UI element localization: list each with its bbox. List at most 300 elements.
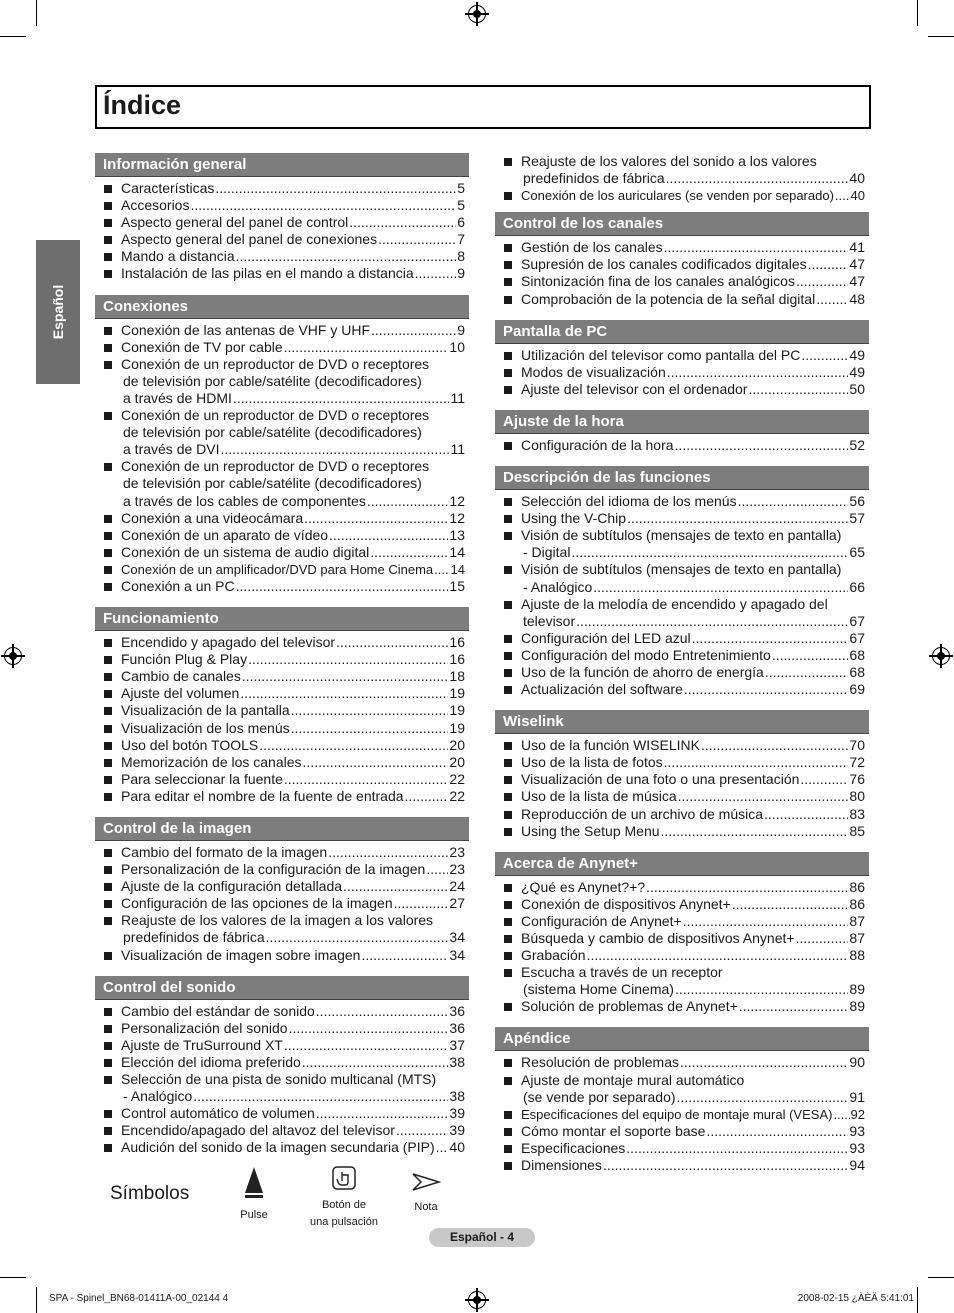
dot-leader <box>739 998 849 1015</box>
toc-entry-title: Instalación de las pilas en el mando a distancia <box>121 265 414 282</box>
dot-leader <box>571 544 848 561</box>
toc-entry-page: 56 <box>849 493 865 510</box>
toc-entry-title: Using the Setup Menu <box>521 822 660 839</box>
toc-entry-title: - Analógico <box>523 578 593 595</box>
toc-entry-title: Conexión a un PC <box>121 577 235 594</box>
toc-entry-page: 68 <box>849 663 865 680</box>
symbols-legend <box>110 1165 470 1235</box>
dot-leader <box>800 771 848 788</box>
toc-item-list <box>495 879 869 1016</box>
toc-entry-page: 41 <box>849 239 865 256</box>
dot-leader <box>303 754 449 771</box>
toc-entry <box>495 561 869 595</box>
one-touch-label-1: Botón de <box>321 1199 367 1211</box>
toc-entry-title: Conexión de un amplificador/DVD para Home Cinema <box>121 561 434 577</box>
toc-section <box>495 852 869 1016</box>
crop-mark <box>0 1277 26 1278</box>
toc-entry-page: 11 <box>450 389 465 406</box>
bullet-icon <box>504 686 512 694</box>
toc-entry-page: 49 <box>849 363 865 380</box>
symbols-title: Símbolos <box>110 1183 190 1204</box>
dot-leader <box>772 647 849 664</box>
toc-entry-page: 9 <box>457 321 465 338</box>
toc-section <box>95 976 469 1157</box>
registration-mark-icon <box>932 647 950 665</box>
toc-entry-title: Visualización de la pantalla <box>121 702 290 719</box>
dot-leader <box>396 1122 448 1139</box>
section-heading: Apéndice <box>495 1027 869 1051</box>
section-heading: Información general <box>95 153 469 177</box>
toc-item-list <box>95 322 469 596</box>
toc-entry-title: Ajuste de TruSurround XT <box>121 1036 283 1053</box>
toc-entry-title: Para editar el nombre de la fuente de entrada <box>121 787 404 804</box>
toc-item-list <box>95 180 469 283</box>
dot-leader <box>266 929 449 946</box>
dot-leader <box>215 180 456 197</box>
toc-entry-page: 23 <box>449 844 465 860</box>
toc-entry-page: 90 <box>849 1054 865 1071</box>
toc-entry <box>95 947 469 964</box>
toc-entry-title: Uso de la lista de fotos <box>521 754 663 771</box>
toc-section <box>95 607 469 805</box>
bullet-icon <box>104 1042 112 1050</box>
toc-item-list <box>495 737 869 840</box>
toc-entry <box>95 231 469 248</box>
toc-entry-title: a través de los cables de componentes <box>123 492 366 509</box>
toc-entry-title: Ajuste del televisor con el ordenador <box>521 380 748 397</box>
toc-entry-page: 20 <box>449 753 465 770</box>
bullet-icon <box>104 185 112 193</box>
toc-entry <box>95 912 469 946</box>
toc-entry-page: 67 <box>849 612 865 629</box>
bullet-icon <box>104 1008 112 1016</box>
toc-entry-title: Cambio del estándar de sonido <box>121 1002 315 1019</box>
dot-leader <box>291 702 449 719</box>
toc-entry <box>495 437 869 454</box>
dot-leader <box>259 737 448 754</box>
bullet-icon <box>504 386 512 394</box>
toc-entry-page: 93 <box>849 1139 865 1156</box>
dot-leader <box>680 1054 848 1071</box>
toc-entry <box>95 1054 469 1071</box>
toc-entry <box>95 737 469 754</box>
toc-entry-title: Accesorios <box>121 197 190 214</box>
toc-entry-title: Ajuste del volumen <box>121 685 240 702</box>
section-heading: Conexiones <box>95 295 469 319</box>
toc-entry <box>95 788 469 805</box>
toc-entry <box>495 1106 869 1123</box>
toc-entry <box>95 561 469 578</box>
toc-entry <box>95 527 469 544</box>
toc-entry-page: 88 <box>849 947 865 964</box>
toc-entry-page: 86 <box>849 878 865 895</box>
bullet-icon <box>104 900 112 908</box>
toc-entry-page: 16 <box>449 651 465 668</box>
toc-entry-page: 40 <box>449 1139 465 1156</box>
bullet-icon <box>104 883 112 891</box>
toc-entry-page: 23 <box>449 861 465 878</box>
toc-entry <box>95 339 469 356</box>
toc-entry-page: 9 <box>457 265 465 282</box>
bullet-icon <box>504 278 512 286</box>
toc-entry <box>495 879 869 896</box>
dot-leader <box>302 1054 449 1071</box>
crop-mark <box>928 1277 954 1278</box>
dot-leader <box>221 441 450 458</box>
toc-entry <box>495 947 869 964</box>
toc-section <box>495 320 869 398</box>
dot-leader <box>664 754 849 771</box>
toc-entry-title: Memorización de los canales <box>121 753 302 770</box>
toc-left-column <box>95 153 469 1169</box>
toc-entry <box>95 197 469 214</box>
toc-entry-title: Características <box>121 180 215 196</box>
toc-entry-page: 47 <box>849 273 865 290</box>
toc-item-list <box>95 844 469 964</box>
dot-leader <box>291 720 449 737</box>
toc-entry-page: 38 <box>449 1088 465 1105</box>
toc-entry-title: a través de DVI <box>123 441 220 458</box>
toc-entry <box>495 630 869 647</box>
toc-entry-page: 10 <box>449 338 465 355</box>
crop-mark <box>928 36 954 37</box>
dot-leader <box>666 170 849 187</box>
toc-entry <box>495 1140 869 1157</box>
toc-entry-text-line: Conexión de un reproductor de DVD o receptores <box>121 458 430 475</box>
toc-entry <box>495 187 869 204</box>
toc-entry-page: 27 <box>449 895 465 912</box>
dot-leader <box>316 1105 449 1122</box>
dot-leader <box>361 947 448 964</box>
dot-leader <box>675 437 849 454</box>
toc-entry <box>95 248 469 265</box>
toc-entry <box>495 510 869 527</box>
bullet-icon <box>504 442 512 450</box>
toc-entry <box>495 664 869 681</box>
toc-entry-title: Conexión de las antenas de VHF y UHF <box>121 321 371 338</box>
dot-leader <box>415 265 457 282</box>
dot-leader <box>304 510 448 527</box>
toc-entry-title: a través de HDMI <box>123 389 232 406</box>
toc-entry-page: 11 <box>450 441 465 458</box>
toc-item-list <box>495 239 869 307</box>
dot-leader <box>289 1020 449 1037</box>
dot-leader <box>646 879 848 896</box>
toc-entry <box>95 720 469 737</box>
bullet-icon <box>504 566 512 574</box>
dot-leader <box>678 788 849 805</box>
bullet-icon <box>104 412 112 420</box>
toc-entry-page: 36 <box>449 1002 465 1019</box>
toc-entry <box>95 702 469 719</box>
toc-section <box>95 153 469 283</box>
toc-entry <box>95 895 469 912</box>
dot-leader <box>316 1003 449 1020</box>
toc-entry-page: 70 <box>849 737 865 754</box>
toc-entry-title: Aspecto general del panel de control <box>121 214 349 231</box>
toc-entry-title: Uso de la lista de música <box>521 788 677 805</box>
dot-leader <box>835 187 850 204</box>
toc-entry-text-line: Reajuste de los valores de la imagen a los valores <box>121 912 434 929</box>
toc-entry <box>95 1139 469 1156</box>
toc-entry <box>95 458 469 509</box>
toc-entry-title: Especificaciones <box>521 1139 626 1156</box>
bullet-icon <box>504 635 512 643</box>
toc-entry <box>95 510 469 527</box>
toc-entry-page: 52 <box>849 436 865 453</box>
crop-mark <box>36 0 37 26</box>
toc-entry-title: Encendido/apagado del altavoz del televisor <box>121 1122 395 1139</box>
bullet-icon <box>504 759 512 767</box>
dot-leader <box>664 239 849 256</box>
dot-leader <box>692 630 849 647</box>
toc-entry-title: Reproducción de un archivo de música <box>521 805 764 822</box>
toc-section <box>495 1027 869 1174</box>
one-touch-button-icon <box>331 1165 357 1191</box>
toc-entry <box>495 823 869 840</box>
toc-entry <box>495 364 869 381</box>
toc-section <box>495 410 869 454</box>
toc-entry-page: 12 <box>449 509 465 526</box>
toc-entry-page: 39 <box>449 1122 465 1139</box>
toc-entry <box>495 153 869 187</box>
toc-entry-text-line: Selección de una pista de sonido multicanal (MTS) <box>121 1071 437 1088</box>
toc-entry <box>95 754 469 771</box>
toc-entry-title: Conexión de los auriculares (se venden por separado) <box>521 188 834 204</box>
bullet-icon <box>504 1111 512 1119</box>
dot-leader <box>626 1140 848 1157</box>
bullet-icon <box>104 849 112 857</box>
dot-leader <box>426 861 448 878</box>
toc-entry-title: (se vende por separado) <box>523 1088 676 1105</box>
toc-entry <box>95 634 469 651</box>
toc-entry-page: 12 <box>449 492 465 509</box>
dot-leader <box>627 510 848 527</box>
toc-entry-page: 91 <box>849 1088 865 1105</box>
section-heading: Acerca de Anynet+ <box>495 852 869 876</box>
press-symbol <box>234 1165 274 1224</box>
bullet-icon <box>104 253 112 261</box>
toc-entry <box>95 1003 469 1020</box>
toc-entry-title: Mando a distancia <box>121 248 235 265</box>
bullet-icon <box>104 707 112 715</box>
toc-entry <box>495 1054 869 1071</box>
bullet-icon <box>104 776 112 784</box>
toc-entry-title: Supresión de los canales codificados digitales <box>521 256 807 273</box>
title-box <box>95 85 871 129</box>
toc-entry-title: Conexión a una videocámara <box>121 509 304 526</box>
bullet-icon <box>104 566 112 574</box>
side-tab-label: Español <box>50 284 66 340</box>
toc-entry-page: 7 <box>457 231 465 248</box>
toc-entry-title: Configuración de las opciones de la imagen <box>121 895 393 912</box>
toc-entry-page: 66 <box>849 578 865 595</box>
toc-entry-title: (sistema Home Cinema) <box>523 981 674 998</box>
toc-entry <box>495 239 869 256</box>
toc-entry-text-line: de televisión por cable/satélite (decodificadores) <box>123 424 422 441</box>
toc-entry-page: 6 <box>457 214 465 231</box>
dot-leader <box>434 561 449 578</box>
toc-entry <box>95 180 469 197</box>
toc-entry-page: 16 <box>449 634 465 651</box>
dot-leader <box>328 844 448 861</box>
toc-entry-page: 57 <box>849 510 865 527</box>
language-side-tab <box>36 240 80 384</box>
toc-entry-page: 39 <box>449 1105 465 1122</box>
bullet-icon <box>104 549 112 557</box>
toc-entry-title: Actualización del software <box>521 681 683 698</box>
bullet-icon <box>104 1110 112 1118</box>
section-heading: Ajuste de la hora <box>495 410 869 434</box>
bullet-icon <box>504 1003 512 1011</box>
toc-entry-page: 8 <box>457 248 465 265</box>
section-heading: Funcionamiento <box>95 607 469 631</box>
bullet-icon <box>104 270 112 278</box>
toc-entry <box>495 754 869 771</box>
toc-entry <box>95 844 469 861</box>
toc-entry-text-line: Ajuste de montaje mural automático <box>521 1071 745 1088</box>
bullet-icon <box>504 935 512 943</box>
toc-entry <box>495 1123 869 1140</box>
toc-entry-page: 38 <box>449 1053 465 1070</box>
footer-timestamp: 2008-02-15 ¿ÀÈÄ 5:41:01 <box>797 1293 914 1304</box>
toc-entry <box>95 1037 469 1054</box>
toc-entry-page: 5 <box>457 180 465 196</box>
toc-entry-title: televisor <box>523 612 576 629</box>
toc-entry <box>495 896 869 913</box>
toc-entry-title: Elección del idioma preferido <box>121 1053 301 1070</box>
bullet-icon <box>104 725 112 733</box>
dot-leader <box>748 381 848 398</box>
toc-section <box>495 212 869 307</box>
toc-entry-title: Uso del botón TOOLS <box>121 736 259 753</box>
bullet-icon <box>504 811 512 819</box>
toc-entry-page: 83 <box>849 805 865 822</box>
toc-entry-page: 87 <box>849 930 865 946</box>
bullet-icon <box>104 202 112 210</box>
dot-leader <box>732 896 849 913</box>
toc-entry <box>95 356 469 407</box>
bullet-icon <box>504 369 512 377</box>
bullet-icon <box>504 793 512 801</box>
dot-leader <box>378 231 456 248</box>
toc-entry-title: Cómo montar el soporte base <box>521 1122 706 1139</box>
toc-entry-text-line: Ajuste de la melodía de encendido y apagado del <box>521 595 828 612</box>
toc-entry-title: Solución de problemas de Anynet+ <box>521 998 738 1015</box>
toc-entry <box>495 347 869 364</box>
toc-entry-page: 85 <box>849 822 865 839</box>
bullet-icon <box>504 952 512 960</box>
toc-entry-page: 69 <box>849 681 865 698</box>
toc-entry-page: 93 <box>849 1122 865 1139</box>
toc-entry-text-line: Visión de subtítulos (mensajes de texto en pantalla) <box>521 527 842 544</box>
continued-items <box>495 153 869 204</box>
toc-entry-title: Modos de visualización <box>521 363 666 380</box>
toc-entry-page: 87 <box>849 912 865 929</box>
toc-item-list <box>495 347 869 398</box>
toc-entry-title: Control automático de volumen <box>121 1105 315 1122</box>
toc-entry <box>495 527 869 561</box>
toc-entry-page: 14 <box>449 543 465 560</box>
toc-entry-page: 68 <box>849 646 865 663</box>
toc-entry-title: Dimensiones <box>521 1157 602 1174</box>
toc-entry <box>95 214 469 231</box>
press-icon <box>243 1165 265 1201</box>
dot-leader <box>190 197 456 214</box>
dot-leader <box>405 788 449 805</box>
toc-entry-page: 34 <box>449 946 465 963</box>
dot-leader <box>336 634 448 651</box>
toc-entry-page: 37 <box>449 1036 465 1053</box>
toc-entry <box>95 878 469 895</box>
toc-entry-text-line: de televisión por cable/satélite (decodificadores) <box>123 372 422 389</box>
bullet-icon <box>504 532 512 540</box>
bullet-icon <box>504 1128 512 1136</box>
bullet-icon <box>104 236 112 244</box>
toc-entry <box>495 596 869 630</box>
dot-leader <box>738 493 849 510</box>
bullet-icon <box>504 918 512 926</box>
toc-entry-text-line: Conexión de un reproductor de DVD o receptores <box>121 407 430 424</box>
toc-entry-page: 36 <box>449 1019 465 1036</box>
toc-entry <box>495 256 869 273</box>
bullet-icon <box>104 1025 112 1033</box>
bullet-icon <box>504 192 512 200</box>
toc-entry <box>95 651 469 668</box>
bullet-icon <box>504 652 512 660</box>
dot-leader <box>661 823 849 840</box>
toc-entry-page: 22 <box>449 787 465 804</box>
toc-entry <box>95 668 469 685</box>
bullet-icon <box>104 673 112 681</box>
bullet-icon <box>104 463 112 471</box>
dot-leader <box>343 878 448 895</box>
toc-entry-title: ¿Qué es Anynet?+? <box>521 878 646 895</box>
toc-entry-page: 92 <box>850 1106 865 1122</box>
dot-leader <box>349 214 456 231</box>
note-icon <box>411 1171 441 1193</box>
toc-entry-title: Cambio de canales <box>121 668 241 685</box>
toc-entry-text-line: Escucha a través de un receptor <box>521 964 723 981</box>
dot-leader <box>233 390 450 407</box>
toc-entry <box>495 964 869 998</box>
toc-entry-title: Configuración del LED azul <box>521 629 691 646</box>
toc-entry-page: 19 <box>449 685 465 702</box>
toc-entry-title: Visualización de los menús <box>121 719 290 736</box>
toc-section <box>495 710 869 840</box>
dot-leader <box>764 806 848 823</box>
toc-entry-text-line: Conexión de un reproductor de DVD o receptores <box>121 355 430 372</box>
toc-entry <box>495 647 869 664</box>
toc-entry-title: Configuración de Anynet+ <box>521 912 682 929</box>
dot-leader <box>240 685 448 702</box>
registration-mark-icon <box>4 647 22 665</box>
toc-entry-title: Uso de la función WISELINK <box>521 737 700 754</box>
dot-leader <box>801 347 848 364</box>
toc-entry <box>495 806 869 823</box>
toc-entry <box>495 273 869 290</box>
bullet-icon <box>104 656 112 664</box>
toc-section <box>495 466 869 698</box>
dot-leader <box>675 981 848 998</box>
dot-leader <box>603 1157 848 1174</box>
dot-leader <box>436 1139 449 1156</box>
toc-item-list <box>495 1054 869 1174</box>
toc-entry <box>95 685 469 702</box>
toc-item-list <box>95 1003 469 1157</box>
dot-leader <box>684 681 849 698</box>
bullet-icon <box>504 1162 512 1170</box>
